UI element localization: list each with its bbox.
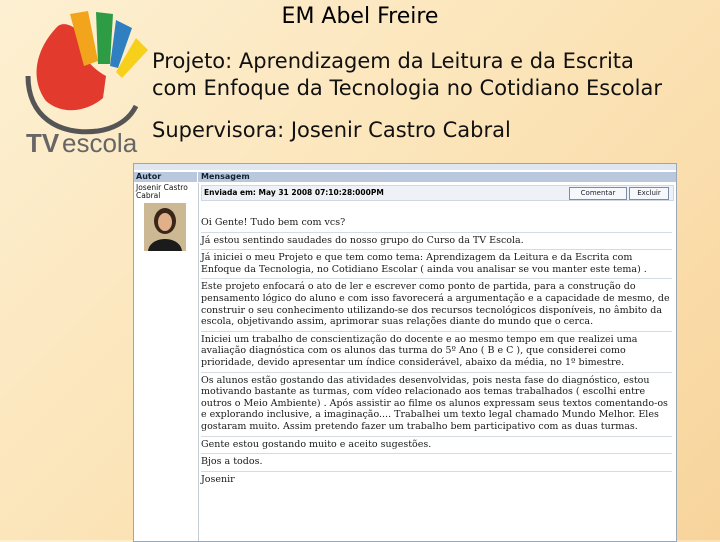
message-body	[201, 215, 672, 488]
message-paragraph: Já iniciei o meu Projeto e que tem como tema: Aprendizagem da Leitura e da Escrita com Enfoque da Tecnologia, no Cotidiano Escolar ( ainda vou analisar se vou manter este tema) .	[201, 250, 672, 279]
project-line-1: Projeto: Aprendizagem da Leitura e da Escrita	[152, 49, 634, 73]
message-column-header: Mensagem	[198, 172, 676, 182]
project-title	[152, 48, 662, 102]
school-title: EM Abel Freire	[281, 4, 439, 29]
reply-button[interactable]: Comentar	[569, 187, 627, 200]
supervisor-label: Supervisora: Josenir Castro Cabral	[152, 118, 511, 142]
project-line-2: com Enfoque da Tecnologia no Cotidiano Escolar	[152, 76, 662, 100]
message-paragraph: Gente estou gostando muito e aceito sugestões.	[201, 437, 672, 455]
forum-topbar	[134, 164, 676, 170]
post-header	[201, 185, 674, 201]
svg-text:escola: escola	[62, 128, 138, 156]
message-cell	[199, 183, 676, 541]
message-paragraph: Já estou sentindo saudades do nosso grupo do Curso da TV Escola.	[201, 233, 672, 251]
message-paragraph: Este projeto enfocará o ato de ler e escrever como ponto de partida, para a construção do pensamento lógico do aluno e com isso favorecerá a argumentação e a capacidade de mesmo, de construir o seu conhecimento utilizando-se dos recursos tecnológicos disponíveis, no âmbito da escola, objetivando assim, aprimorar suas relações diante do mundo que o cerca.	[201, 279, 672, 331]
post-date: Enviada em: May 31 2008 07:10:28:000PM	[204, 188, 384, 197]
message-paragraph: Os alunos estão gostando das atividades desenvolvidas, pois nesta fase do diagnóstico, estou motivando bastante as turmas, com vídeo relacionado aos temas trabalhados ( escolhi entre outros o Meio Ambiente) . Após assistir ao filme os alunos expressam seus textos comentando-os e explorando inclusive, a imaginação.... Trabalhei um texto legal chamado Mundo Melhor. Eles gostaram muito. Assim pretendo fazer um trabalho bem participativo com as duas turmas.	[201, 373, 672, 437]
message-paragraph: Bjos a todos.	[201, 454, 672, 472]
forum-screenshot	[133, 163, 677, 542]
author-column-header: Autor	[134, 172, 198, 182]
delete-button[interactable]: Excluir	[629, 187, 669, 200]
message-paragraph: Iniciei um trabalho de conscientização do docente e ao mesmo tempo em que realizei uma avaliação diagnóstica com os alunos das turma do 5º Ano ( B e C ), que considerei como prioridade, devido apresentar um índice considerável, abaixo da média, no 1º bimestre.	[201, 332, 672, 373]
message-paragraph: Oi Gente! Tudo bem com vcs?	[201, 215, 672, 233]
author-cell	[134, 183, 199, 541]
message-paragraph: Josenir	[201, 473, 235, 485]
forum-header	[134, 172, 676, 182]
svg-text:TV: TV	[26, 128, 60, 156]
author-name: Josenir Castro Cabral	[136, 183, 188, 200]
avatar	[144, 203, 186, 251]
